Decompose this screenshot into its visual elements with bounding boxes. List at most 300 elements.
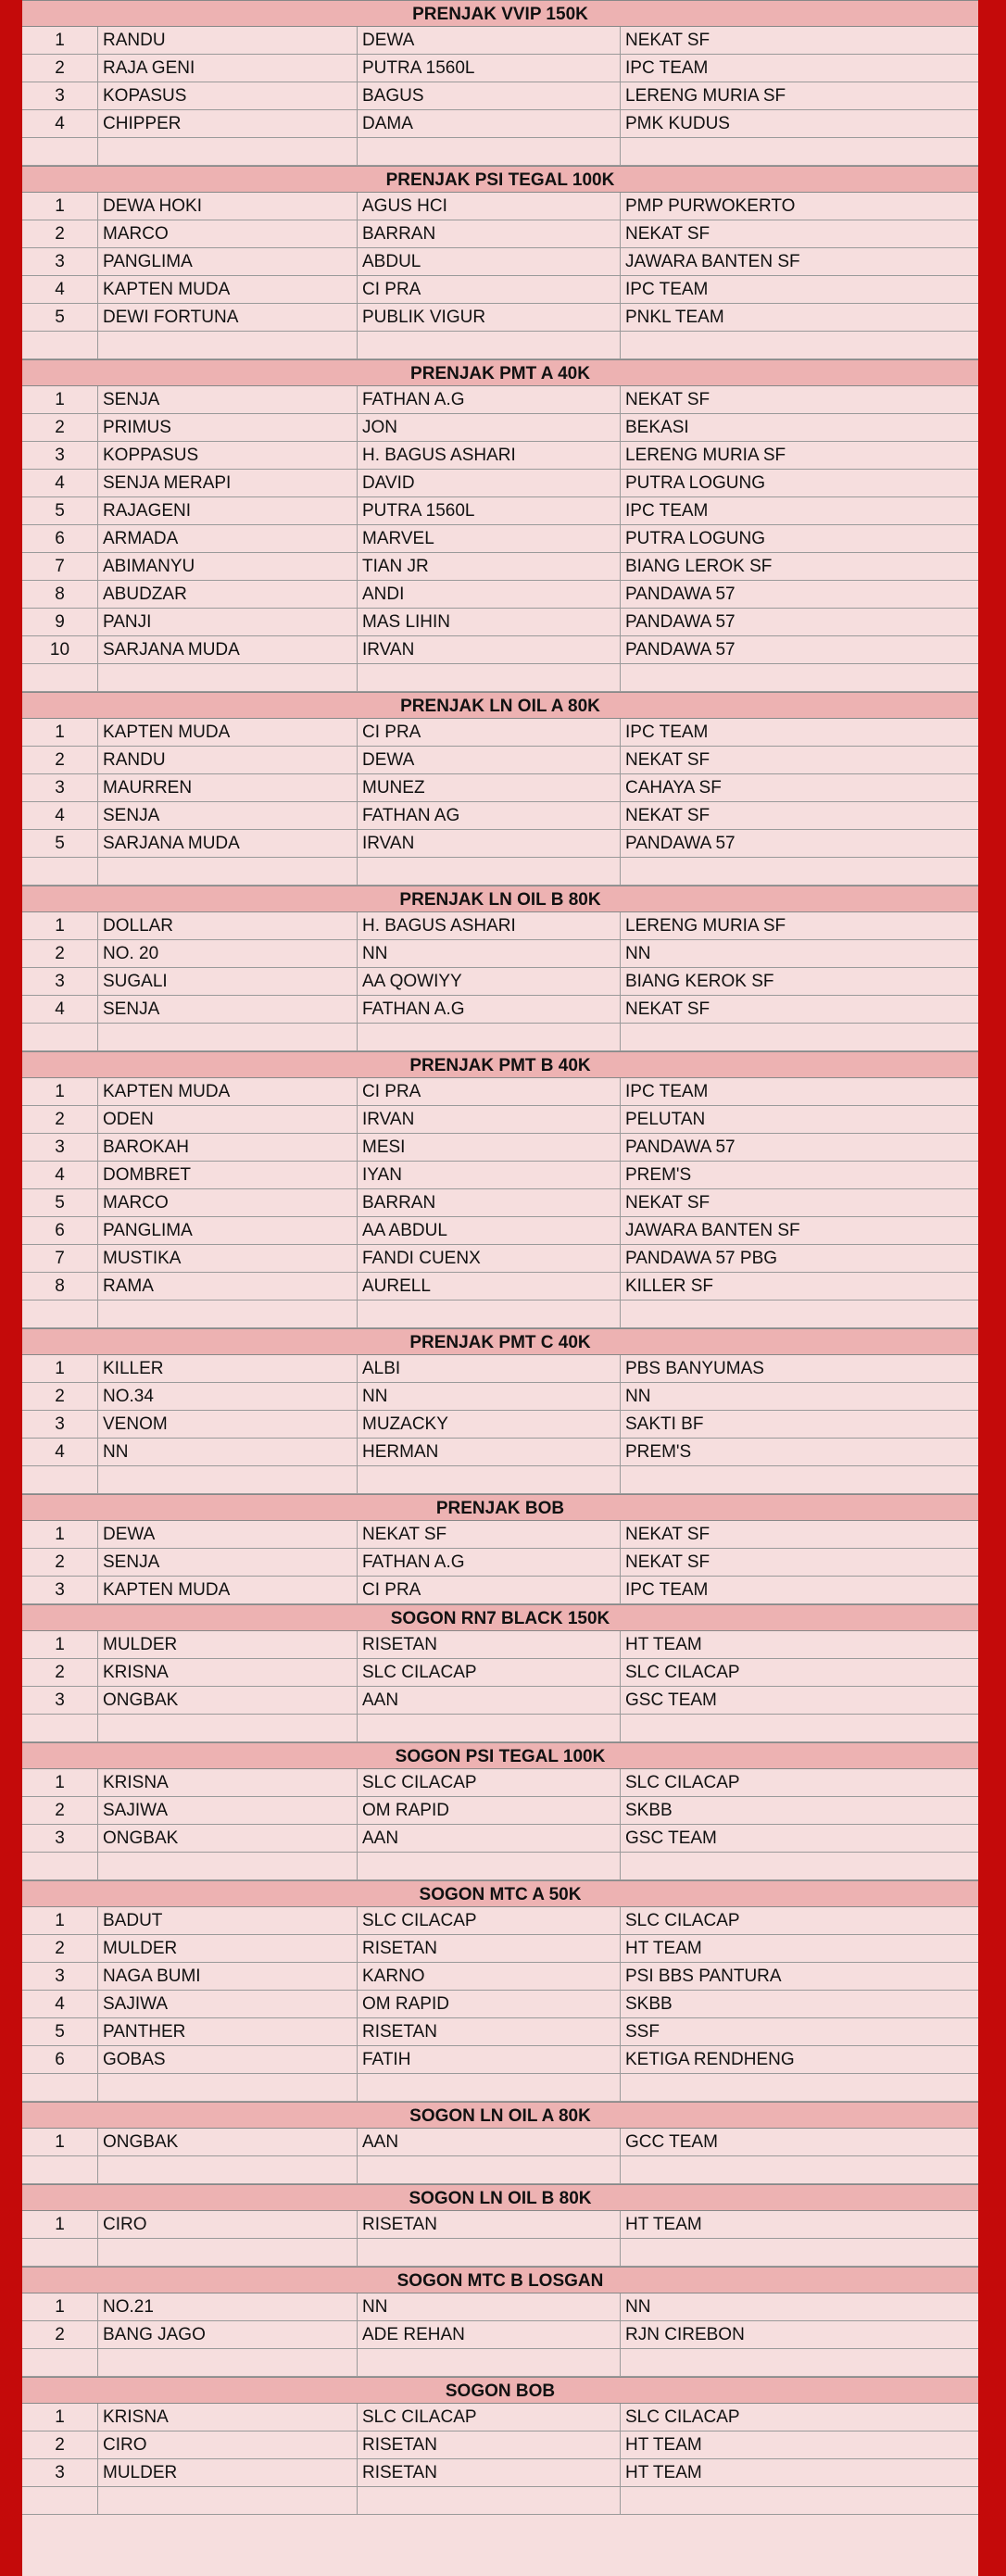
- table-row: [22, 1935, 978, 1963]
- rank-cell: 1: [22, 2293, 98, 2320]
- rank-cell: 3: [22, 1687, 98, 1714]
- empty-cell: [22, 858, 98, 885]
- empty-cell: [621, 2487, 978, 2514]
- rank-cell: 1: [22, 912, 98, 939]
- owner-cell: HERMAN: [358, 1439, 621, 1465]
- team-cell: PBS BANYUMAS: [625, 1359, 764, 1378]
- rank-cell: 2: [22, 1383, 98, 1410]
- team-cell: RJN CIREBON: [625, 2325, 745, 2344]
- rank-cell: 5: [22, 1189, 98, 1216]
- class-section: [22, 1494, 978, 1604]
- team-cell: BIANG LEROK SF: [625, 557, 773, 576]
- owner-cell: DAVID: [358, 470, 621, 496]
- table-row: [22, 1659, 978, 1687]
- rank-cell: 8: [22, 1273, 98, 1300]
- owner-cell: NN: [358, 1383, 621, 1410]
- section-title: PRENJAK PMT B 40K: [22, 1051, 978, 1078]
- bird-name-cell: KOPASUS: [98, 82, 358, 109]
- bird-name-cell: MULDER: [98, 1935, 358, 1962]
- rank-cell: 3: [22, 1577, 98, 1603]
- owner-cell: IRVAN: [358, 830, 621, 857]
- blank-row: [22, 1466, 978, 1494]
- team-cell: IPC TEAM: [625, 723, 709, 742]
- rank-cell: 4: [22, 1991, 98, 2017]
- table-row: [22, 1963, 978, 1991]
- owner-cell: NN: [358, 2293, 621, 2320]
- class-section: [22, 0, 978, 166]
- class-section: [22, 1328, 978, 1494]
- bird-name-cell: ONGBAK: [98, 1687, 358, 1714]
- table-row: [22, 1217, 978, 1245]
- team-cell: JAWARA BANTEN SF: [625, 1221, 800, 1240]
- team-cell: PELUTAN: [625, 1110, 706, 1129]
- table-row: [22, 82, 978, 110]
- empty-cell: [98, 1301, 358, 1327]
- owner-cell: SLC CILACAP: [358, 2404, 621, 2431]
- bird-name-cell: DEWI FORTUNA: [98, 304, 358, 331]
- table-row: [22, 747, 978, 774]
- blank-row: [22, 138, 978, 166]
- owner-cell: FATHAN AG: [358, 802, 621, 829]
- team-cell: LERENG MURIA SF: [625, 86, 786, 106]
- team-cell: IPC TEAM: [625, 1580, 709, 1600]
- owner-cell: ANDI: [358, 581, 621, 608]
- bird-name-cell: SENJA MERAPI: [98, 470, 358, 496]
- empty-cell: [98, 332, 358, 358]
- table-row: [22, 2321, 978, 2349]
- table-row: [22, 1991, 978, 2018]
- empty-cell: [358, 2074, 621, 2101]
- team-cell: NEKAT SF: [625, 224, 710, 244]
- owner-cell: ABDUL: [358, 248, 621, 275]
- owner-cell: FATIH: [358, 2046, 621, 2073]
- owner-cell: RISETAN: [358, 1631, 621, 1658]
- bird-name-cell: RAMA: [98, 1273, 358, 1300]
- owner-cell: RISETAN: [358, 2018, 621, 2045]
- section-title: SOGON RN7 BLACK 150K: [22, 1604, 978, 1631]
- blank-row: [22, 2349, 978, 2377]
- rank-cell: 4: [22, 996, 98, 1023]
- table-row: [22, 55, 978, 82]
- bird-name-cell: KAPTEN MUDA: [98, 1577, 358, 1603]
- rank-cell: 3: [22, 1134, 98, 1161]
- blank-row: [22, 2156, 978, 2184]
- rank-cell: 2: [22, 1935, 98, 1962]
- owner-cell: KARNO: [358, 1963, 621, 1990]
- table-row: [22, 525, 978, 553]
- team-cell: JAWARA BANTEN SF: [625, 252, 800, 271]
- bird-name-cell: KRISNA: [98, 1659, 358, 1686]
- owner-cell: MARVEL: [358, 525, 621, 552]
- owner-cell: FATHAN A.G: [358, 1549, 621, 1576]
- bird-name-cell: SARJANA MUDA: [98, 636, 358, 663]
- empty-cell: [621, 1715, 978, 1741]
- rank-cell: 2: [22, 2431, 98, 2458]
- empty-cell: [98, 1466, 358, 1493]
- rank-cell: 1: [22, 2129, 98, 2155]
- empty-cell: [621, 332, 978, 358]
- empty-cell: [22, 2239, 98, 2266]
- bird-name-cell: DEWA HOKI: [98, 193, 358, 220]
- owner-cell: RISETAN: [358, 2211, 621, 2238]
- team-cell: GSC TEAM: [625, 1690, 717, 1710]
- bird-name-cell: DOMBRET: [98, 1162, 358, 1188]
- owner-cell: NEKAT SF: [358, 1521, 621, 1548]
- owner-cell: AAN: [358, 1687, 621, 1714]
- rank-cell: 2: [22, 1549, 98, 1576]
- class-section: [22, 2377, 978, 2515]
- table-row: [22, 2431, 978, 2459]
- team-cell: NN: [625, 1387, 651, 1406]
- rank-cell: 3: [22, 1963, 98, 1990]
- team-cell: LERENG MURIA SF: [625, 446, 786, 465]
- team-cell: PANDAWA 57 PBG: [625, 1249, 778, 1268]
- class-section: [22, 692, 978, 886]
- section-title: PRENJAK LN OIL B 80K: [22, 886, 978, 912]
- owner-cell: DAMA: [358, 110, 621, 137]
- owner-cell: PUTRA 1560L: [358, 497, 621, 524]
- owner-cell: RISETAN: [358, 1935, 621, 1962]
- table-row: [22, 636, 978, 664]
- empty-cell: [621, 858, 978, 885]
- team-cell: HT TEAM: [625, 1635, 702, 1654]
- empty-cell: [621, 1301, 978, 1327]
- bird-name-cell: ABIMANYU: [98, 553, 358, 580]
- team-cell: SAKTI BF: [625, 1414, 704, 1434]
- empty-cell: [358, 138, 621, 165]
- table-row: [22, 1383, 978, 1411]
- team-cell: IPC TEAM: [625, 58, 709, 78]
- table-row: [22, 1907, 978, 1935]
- table-row: [22, 996, 978, 1024]
- rank-cell: 4: [22, 110, 98, 137]
- table-row: [22, 2018, 978, 2046]
- bird-name-cell: SUGALI: [98, 968, 358, 995]
- bird-name-cell: ODEN: [98, 1106, 358, 1133]
- empty-cell: [22, 1301, 98, 1327]
- owner-cell: H. BAGUS ASHARI: [358, 442, 621, 469]
- bird-name-cell: KRISNA: [98, 2404, 358, 2431]
- owner-cell: AAN: [358, 1825, 621, 1852]
- owner-cell: H. BAGUS ASHARI: [358, 912, 621, 939]
- table-row: [22, 1134, 978, 1162]
- team-cell: GCC TEAM: [625, 2132, 718, 2152]
- team-cell: PMK KUDUS: [625, 114, 730, 133]
- empty-cell: [358, 2349, 621, 2376]
- owner-cell: AGUS HCI: [358, 193, 621, 220]
- rank-cell: 1: [22, 719, 98, 746]
- rank-cell: 1: [22, 1907, 98, 1934]
- rank-cell: 3: [22, 1825, 98, 1852]
- owner-cell: DEWA: [358, 747, 621, 773]
- owner-cell: SLC CILACAP: [358, 1659, 621, 1686]
- table-row: [22, 2459, 978, 2487]
- team-cell: IPC TEAM: [625, 1082, 709, 1101]
- bird-name-cell: SENJA: [98, 996, 358, 1023]
- rank-cell: 3: [22, 2459, 98, 2486]
- team-cell: PREM'S: [625, 1442, 692, 1462]
- team-cell: PANDAWA 57: [625, 612, 736, 632]
- owner-cell: OM RAPID: [358, 1991, 621, 2017]
- rank-cell: 4: [22, 1162, 98, 1188]
- owner-cell: FATHAN A.G: [358, 996, 621, 1023]
- section-title: PRENJAK PSI TEGAL 100K: [22, 166, 978, 193]
- empty-cell: [22, 1466, 98, 1493]
- empty-cell: [98, 664, 358, 691]
- table-row: [22, 414, 978, 442]
- empty-cell: [22, 2156, 98, 2183]
- rank-cell: 3: [22, 968, 98, 995]
- table-row: [22, 220, 978, 248]
- rank-cell: 8: [22, 581, 98, 608]
- rank-cell: 5: [22, 304, 98, 331]
- table-row: [22, 968, 978, 996]
- owner-cell: PUTRA 1560L: [358, 55, 621, 82]
- empty-cell: [621, 138, 978, 165]
- rank-cell: 1: [22, 193, 98, 220]
- team-cell: NEKAT SF: [625, 806, 710, 825]
- empty-cell: [98, 2074, 358, 2101]
- bird-name-cell: PANTHER: [98, 2018, 358, 2045]
- bird-name-cell: NO. 20: [98, 940, 358, 967]
- owner-cell: PUBLIK VIGUR: [358, 304, 621, 331]
- owner-cell: TIAN JR: [358, 553, 621, 580]
- owner-cell: IYAN: [358, 1162, 621, 1188]
- bird-name-cell: SAJIWA: [98, 1991, 358, 2017]
- empty-cell: [621, 2349, 978, 2376]
- table-row: [22, 1769, 978, 1797]
- table-row: [22, 1577, 978, 1604]
- table-row: [22, 1439, 978, 1466]
- bird-name-cell: PANGLIMA: [98, 248, 358, 275]
- rank-cell: 1: [22, 1521, 98, 1548]
- empty-cell: [22, 138, 98, 165]
- empty-cell: [621, 1466, 978, 1493]
- team-cell: LERENG MURIA SF: [625, 916, 786, 936]
- rank-cell: 2: [22, 220, 98, 247]
- bird-name-cell: RANDU: [98, 747, 358, 773]
- rank-cell: 1: [22, 1078, 98, 1105]
- team-cell: HT TEAM: [625, 1939, 702, 1958]
- table-row: [22, 912, 978, 940]
- table-row: [22, 1521, 978, 1549]
- bird-name-cell: SARJANA MUDA: [98, 830, 358, 857]
- owner-cell: SLC CILACAP: [358, 1769, 621, 1796]
- table-row: [22, 1825, 978, 1853]
- team-cell: SLC CILACAP: [625, 1911, 740, 1930]
- owner-cell: RISETAN: [358, 2459, 621, 2486]
- bird-name-cell: DOLLAR: [98, 912, 358, 939]
- rank-cell: 2: [22, 414, 98, 441]
- bird-name-cell: NO.34: [98, 1383, 358, 1410]
- class-section: [22, 2267, 978, 2377]
- bird-name-cell: CIRO: [98, 2431, 358, 2458]
- bird-name-cell: DEWA: [98, 1521, 358, 1548]
- bird-name-cell: KOPPASUS: [98, 442, 358, 469]
- owner-cell: MESI: [358, 1134, 621, 1161]
- bird-name-cell: ABUDZAR: [98, 581, 358, 608]
- table-row: [22, 1631, 978, 1659]
- bird-name-cell: KAPTEN MUDA: [98, 1078, 358, 1105]
- team-cell: GSC TEAM: [625, 1828, 717, 1848]
- empty-cell: [22, 664, 98, 691]
- owner-cell: AA QOWIYY: [358, 968, 621, 995]
- empty-cell: [22, 2074, 98, 2101]
- empty-cell: [98, 2487, 358, 2514]
- table-row: [22, 276, 978, 304]
- table-row: [22, 1549, 978, 1577]
- empty-cell: [358, 858, 621, 885]
- team-cell: PANDAWA 57: [625, 1137, 736, 1157]
- empty-cell: [358, 2239, 621, 2266]
- team-cell: PUTRA LOGUNG: [625, 529, 765, 548]
- section-title: PRENJAK PMT C 40K: [22, 1328, 978, 1355]
- bird-name-cell: BANG JAGO: [98, 2321, 358, 2348]
- rank-cell: 2: [22, 940, 98, 967]
- blank-row: [22, 1301, 978, 1328]
- section-title: PRENJAK VVIP 150K: [22, 0, 978, 27]
- blank-row: [22, 2239, 978, 2267]
- rank-cell: 1: [22, 2211, 98, 2238]
- team-cell: NEKAT SF: [625, 750, 710, 770]
- blank-row: [22, 332, 978, 359]
- bird-name-cell: MAURREN: [98, 774, 358, 801]
- owner-cell: RISETAN: [358, 2431, 621, 2458]
- table-row: [22, 774, 978, 802]
- empty-cell: [358, 664, 621, 691]
- owner-cell: FANDI CUENX: [358, 1245, 621, 1272]
- team-cell: HT TEAM: [625, 2435, 702, 2455]
- team-cell: NEKAT SF: [625, 390, 710, 409]
- owner-cell: SLC CILACAP: [358, 1907, 621, 1934]
- bird-name-cell: NAGA BUMI: [98, 1963, 358, 1990]
- team-cell: PUTRA LOGUNG: [625, 473, 765, 493]
- blank-row: [22, 1853, 978, 1880]
- table-row: [22, 609, 978, 636]
- empty-cell: [22, 1024, 98, 1050]
- bird-name-cell: MUSTIKA: [98, 1245, 358, 1272]
- section-title: PRENJAK PMT A 40K: [22, 359, 978, 386]
- owner-cell: IRVAN: [358, 1106, 621, 1133]
- team-cell: NEKAT SF: [625, 31, 710, 50]
- rank-cell: 3: [22, 82, 98, 109]
- blank-row: [22, 1024, 978, 1051]
- table-row: [22, 1797, 978, 1825]
- bird-name-cell: GOBAS: [98, 2046, 358, 2073]
- team-cell: BEKASI: [625, 418, 689, 437]
- class-section: [22, 359, 978, 692]
- team-cell: IPC TEAM: [625, 501, 709, 521]
- rank-cell: 3: [22, 442, 98, 469]
- section-title: SOGON LN OIL A 80K: [22, 2102, 978, 2129]
- rank-cell: 2: [22, 1797, 98, 1824]
- table-row: [22, 1687, 978, 1715]
- blank-row: [22, 2074, 978, 2102]
- table-row: [22, 2129, 978, 2156]
- bird-name-cell: KRISNA: [98, 1769, 358, 1796]
- empty-cell: [98, 858, 358, 885]
- owner-cell: CI PRA: [358, 1577, 621, 1603]
- owner-cell: MUNEZ: [358, 774, 621, 801]
- bird-name-cell: MULDER: [98, 1631, 358, 1658]
- team-cell: SLC CILACAP: [625, 1663, 740, 1682]
- owner-cell: BARRAN: [358, 220, 621, 247]
- blank-row: [22, 664, 978, 692]
- rank-cell: 5: [22, 830, 98, 857]
- team-cell: SKBB: [625, 1994, 673, 2014]
- rank-cell: 1: [22, 386, 98, 413]
- class-section: [22, 1051, 978, 1328]
- table-row: [22, 193, 978, 220]
- empty-cell: [98, 2156, 358, 2183]
- table-row: [22, 304, 978, 332]
- empty-cell: [621, 2239, 978, 2266]
- table-row: [22, 386, 978, 414]
- empty-cell: [22, 2349, 98, 2376]
- bird-name-cell: MULDER: [98, 2459, 358, 2486]
- team-cell: PANDAWA 57: [625, 640, 736, 660]
- table-row: [22, 1106, 978, 1134]
- empty-cell: [22, 332, 98, 358]
- section-title: PRENJAK LN OIL A 80K: [22, 692, 978, 719]
- team-cell: NN: [625, 2297, 651, 2317]
- class-section: [22, 1742, 978, 1880]
- team-cell: PMP PURWOKERTO: [625, 196, 796, 216]
- team-cell: SKBB: [625, 1801, 673, 1820]
- empty-cell: [98, 2349, 358, 2376]
- bird-name-cell: MARCO: [98, 220, 358, 247]
- empty-cell: [22, 2487, 98, 2514]
- empty-cell: [621, 1853, 978, 1879]
- owner-cell: DEWA: [358, 27, 621, 54]
- rank-cell: 9: [22, 609, 98, 635]
- bird-name-cell: SENJA: [98, 386, 358, 413]
- section-title: SOGON PSI TEGAL 100K: [22, 1742, 978, 1769]
- empty-cell: [358, 1024, 621, 1050]
- section-title: PRENJAK BOB: [22, 1494, 978, 1521]
- team-cell: NEKAT SF: [625, 999, 710, 1019]
- team-cell: SSF: [625, 2022, 660, 2042]
- bird-name-cell: RANDU: [98, 27, 358, 54]
- empty-cell: [98, 1024, 358, 1050]
- bird-name-cell: SAJIWA: [98, 1797, 358, 1824]
- empty-cell: [358, 1853, 621, 1879]
- team-cell: IPC TEAM: [625, 280, 709, 299]
- bird-name-cell: CHIPPER: [98, 110, 358, 137]
- bird-name-cell: ONGBAK: [98, 2129, 358, 2155]
- empty-cell: [358, 1466, 621, 1493]
- empty-cell: [358, 2487, 621, 2514]
- table-row: [22, 830, 978, 858]
- table-row: [22, 110, 978, 138]
- table-row: [22, 1189, 978, 1217]
- owner-cell: FATHAN A.G: [358, 386, 621, 413]
- owner-cell: CI PRA: [358, 276, 621, 303]
- bird-name-cell: KAPTEN MUDA: [98, 719, 358, 746]
- rank-cell: 3: [22, 774, 98, 801]
- owner-cell: MAS LIHIN: [358, 609, 621, 635]
- table-row: [22, 553, 978, 581]
- table-row: [22, 2404, 978, 2431]
- empty-cell: [358, 1715, 621, 1741]
- rank-cell: 4: [22, 802, 98, 829]
- table-row: [22, 940, 978, 968]
- table-row: [22, 497, 978, 525]
- owner-cell: NN: [358, 940, 621, 967]
- team-cell: CAHAYA SF: [625, 778, 722, 798]
- class-section: [22, 2184, 978, 2267]
- bird-name-cell: CIRO: [98, 2211, 358, 2238]
